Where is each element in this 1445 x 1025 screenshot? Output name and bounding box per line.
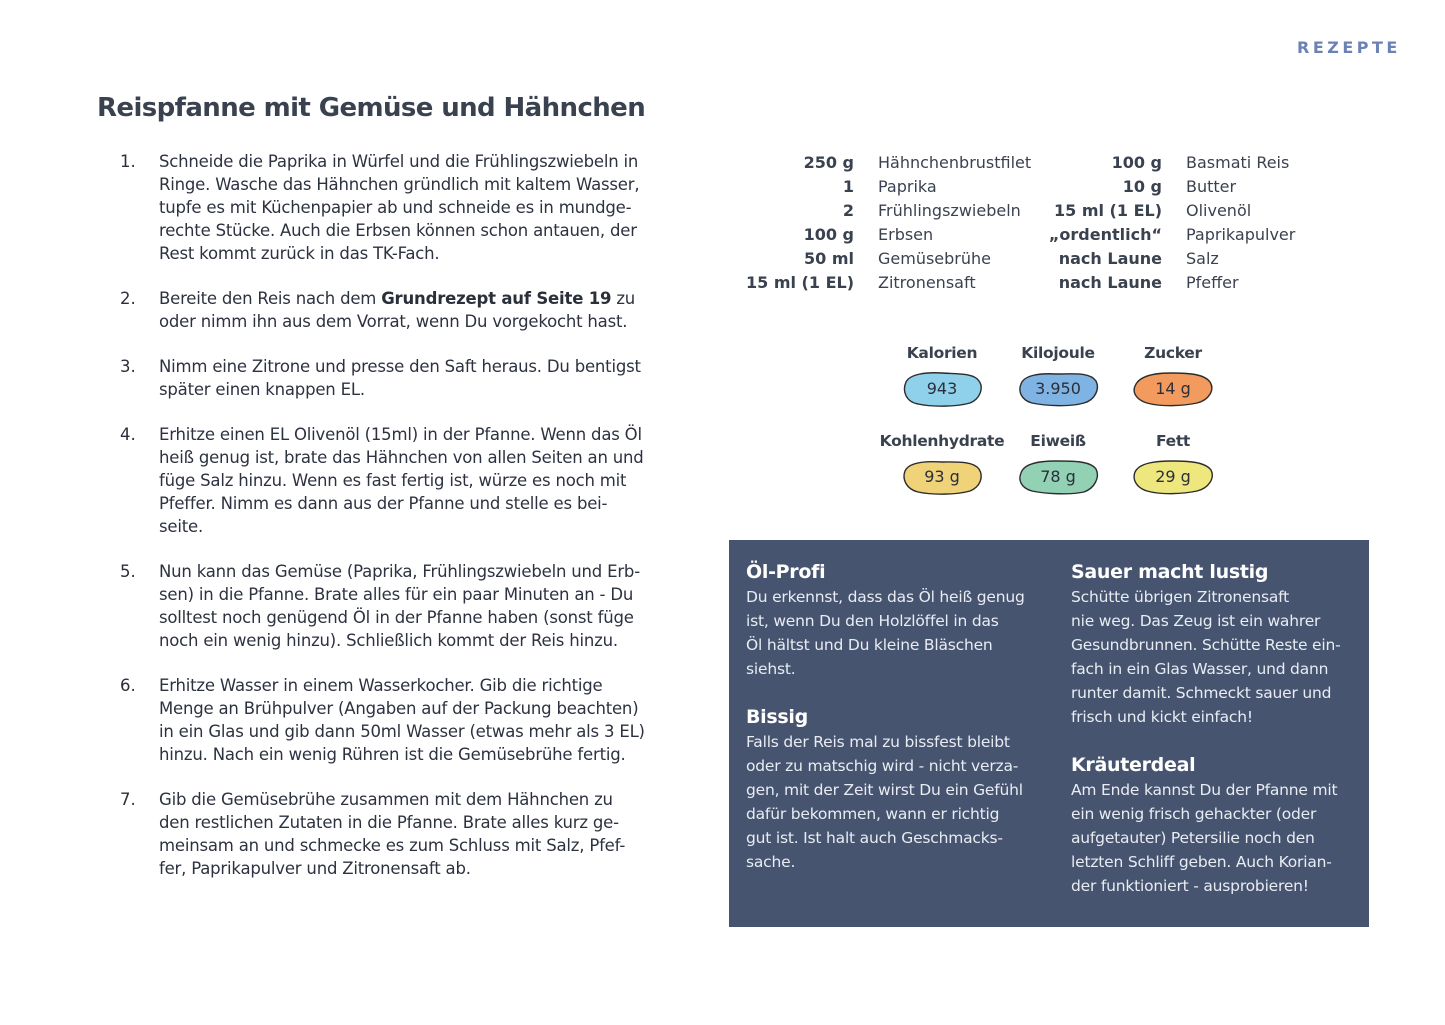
watercolor-blob <box>900 457 984 497</box>
nutrition-label: Fett <box>1155 432 1191 450</box>
ingredient-amount: 50 ml <box>804 248 854 268</box>
nutrition-kilojoule <box>993 344 1123 409</box>
step-number: 3. <box>120 357 136 376</box>
ingredient-row <box>740 150 1031 174</box>
ingredient-name: Hähnchenbrustfilet <box>878 152 1032 172</box>
step-text: Nimm eine Zitrone und presse den Saft heraus. Du bentigst später einen knappen EL. <box>159 357 641 399</box>
nutrition-value: 29 g <box>1155 467 1191 486</box>
nutrition-value: 78 g <box>1040 467 1076 486</box>
ingredient-amount: 250 g <box>803 152 854 172</box>
ingredient-amount: 15 ml (1 EL) <box>1053 200 1162 220</box>
ingredient-amount: 100 g <box>803 224 854 244</box>
ingredients-right <box>1042 150 1295 294</box>
ingredient-row <box>740 198 1031 222</box>
step-number: 1. <box>120 152 136 171</box>
step-text: Gib die Gemüsebrühe zusammen mit dem Hähnchen zu den restlichen Zutaten in die Pfanne. Brate alles kurz ge- meinsam an und schmecke es zum Schluss mit Salz, Pfef- fer, Paprikapulver und Zitronensaft ab. <box>159 790 626 878</box>
ingredient-name: Olivenöl <box>1186 200 1252 220</box>
ingredients-left <box>740 150 1031 294</box>
ingredient-name: Salz <box>1186 248 1219 268</box>
nutrition-fat <box>1108 432 1238 497</box>
step-number: 7. <box>120 790 136 809</box>
instruction-step-2 <box>120 287 680 333</box>
ingredient-name: Paprika <box>878 176 937 196</box>
nutrition-value: 943 <box>926 379 958 398</box>
ingredient-name: Gemüsebrühe <box>878 248 992 268</box>
tip-text: Am Ende kannst Du der Pfanne mit ein wenig frisch gehackter (oder aufgetauter) Petersilie noch den letzten Schliff geben. Auch Korian- der funktioniert - ausprobieren! <box>1071 781 1338 895</box>
instruction-step-6 <box>120 674 680 766</box>
ingredient-name: Frühlingszwiebeln <box>878 200 1021 220</box>
page-reference: Grundrezept auf Seite 19 <box>381 289 612 308</box>
tip-oil-pro <box>746 561 1046 681</box>
ingredient-row <box>1042 222 1295 246</box>
ingredient-name: Butter <box>1186 176 1237 196</box>
ingredient-amount: nach Laune <box>1058 272 1162 292</box>
ingredient-row <box>1042 270 1295 294</box>
step-number: 2. <box>120 289 136 308</box>
instruction-list <box>120 150 680 902</box>
nutrition-label: Kilojoule <box>1021 344 1095 362</box>
tips-box <box>729 540 1369 927</box>
step-number: 6. <box>120 676 136 695</box>
ingredient-amount: 2 <box>842 200 854 220</box>
step-text: Erhitze einen EL Olivenöl (15ml) in der Pfanne. Wenn das Öl heiß genug ist, brate das Hähnchen von allen Seiten an und füge Salz hinzu. Wenn es fast fertig ist, würze es noch mit Pfeffer. Nimm es dann aus der Pfanne und stelle es bei- seite. <box>159 425 644 536</box>
tip-text: Schütte übrigen Zitronensaft nie weg. Das Zeug ist ein wahrer Gesundbrunnen. Schütte Reste ein- fach in ein Glas Wasser, und dann runter damit. Schmeckt sauer und frisch und kickt einfach! <box>1071 588 1341 726</box>
ingredient-row <box>1042 150 1295 174</box>
instruction-step-4 <box>120 423 680 538</box>
instruction-step-1 <box>120 150 680 265</box>
step-text-post: zu oder nimm ihn aus dem Vorrat, wenn Du vorgekocht hast. <box>159 289 636 331</box>
instruction-step-7 <box>120 788 680 880</box>
tip-herbs <box>1071 754 1371 898</box>
nutrition-carbohydrates <box>877 432 1007 497</box>
ingredient-row <box>1042 174 1295 198</box>
nutrition-sugar <box>1108 344 1238 409</box>
ingredient-name: Pfeffer <box>1186 272 1239 292</box>
ingredient-row <box>740 270 1031 294</box>
ingredient-name: Erbsen <box>878 224 934 244</box>
ingredient-amount: „ordentlich“ <box>1048 224 1162 244</box>
ingredient-row <box>1042 246 1295 270</box>
nutrition-label: Zucker <box>1144 344 1202 362</box>
step-text <box>159 287 680 333</box>
ingredient-row <box>740 222 1031 246</box>
recipe-title: Reispfanne mit Gemüse und Hähnchen <box>97 93 646 123</box>
ingredient-amount: 15 ml (1 EL) <box>745 272 854 292</box>
nutrition-value: 93 g <box>924 467 960 486</box>
ingredient-row <box>740 174 1031 198</box>
nutrition-label: Eiweiß <box>1030 432 1086 450</box>
tip-title: Öl-Profi <box>746 561 826 583</box>
watercolor-blob <box>1016 369 1100 409</box>
tip-title: Sauer macht lustig <box>1071 561 1269 583</box>
step-text-pre: Bereite den Reis nach dem <box>159 289 382 308</box>
watercolor-blob <box>1131 369 1215 409</box>
nutrition-value: 3.950 <box>1035 379 1081 398</box>
step-text: Schneide die Paprika in Würfel und die Frühlingszwiebeln in Ringe. Wasche das Hähnchen gründlich mit kaltem Wasser, tupfe es mit Küchenpapier ab und schneide es in mundge- rechte Stücke. Auch die Erbsen können schon antauen, der Rest kommt zurück in das TK-Fach. <box>159 152 640 263</box>
ingredient-amount: 1 <box>842 176 854 196</box>
section-label: REZEPTE <box>1297 38 1401 57</box>
ingredient-row <box>1042 198 1295 222</box>
nutrition-label: Kohlenhydrate <box>879 432 1005 450</box>
step-text: Nun kann das Gemüse (Paprika, Frühlingszwiebeln und Erb- sen) in die Pfanne. Brate alles für ein paar Minuten an - Du solltest noch genügend Öl in der Pfanne haben (sonst füge noch ein wenig hinzu). Schließlich kommt der Reis hinzu. <box>159 562 640 650</box>
ingredient-name: Basmati Reis <box>1186 152 1290 172</box>
step-text: Erhitze Wasser in einem Wasserkocher. Gib die richtige Menge an Brühpulver (Angaben auf der Packung beachten) in ein Glas und gib dann 50ml Wasser (etwas mehr als 3 EL) hinzu. Nach ein wenig Rühren ist die Gemüsebrühe fertig. <box>159 676 645 764</box>
tip-title: Kräuterdeal <box>1071 754 1196 776</box>
ingredient-row <box>740 246 1031 270</box>
ingredient-amount: 10 g <box>1122 176 1162 196</box>
nutrition-value: 14 g <box>1155 379 1191 398</box>
tip-text: Falls der Reis mal zu bissfest bleibt oder zu matschig wird - nicht verza- gen, mit der Zeit wirst Du ein Gefühl dafür bekommen, wann er richtig gut ist. Ist halt auch Geschmacks- sache. <box>746 733 1023 871</box>
ingredient-name: Zitronensaft <box>878 272 976 292</box>
nutrition-protein <box>993 432 1123 497</box>
ingredient-amount: nach Laune <box>1058 248 1162 268</box>
step-number: 4. <box>120 425 136 444</box>
tip-title: Bissig <box>746 706 808 728</box>
step-number: 5. <box>120 562 136 581</box>
watercolor-blob <box>1131 457 1215 497</box>
instruction-step-3 <box>120 355 680 401</box>
nutrition-label: Kalorien <box>906 344 978 362</box>
nutrition-calories <box>877 344 1007 409</box>
ingredient-name: Paprikapulver <box>1186 224 1296 244</box>
tip-sour-fun <box>1071 561 1371 729</box>
watercolor-blob <box>1016 457 1100 497</box>
tip-al-dente <box>746 706 1046 874</box>
ingredient-amount: 100 g <box>1111 152 1162 172</box>
watercolor-blob <box>900 369 984 409</box>
tip-text: Du erkennst, dass das Öl heiß genug ist, wenn Du den Holzlöffel in das Öl hältst und Du kleine Bläschen siehst. <box>746 588 1025 678</box>
instruction-step-5 <box>120 560 680 652</box>
